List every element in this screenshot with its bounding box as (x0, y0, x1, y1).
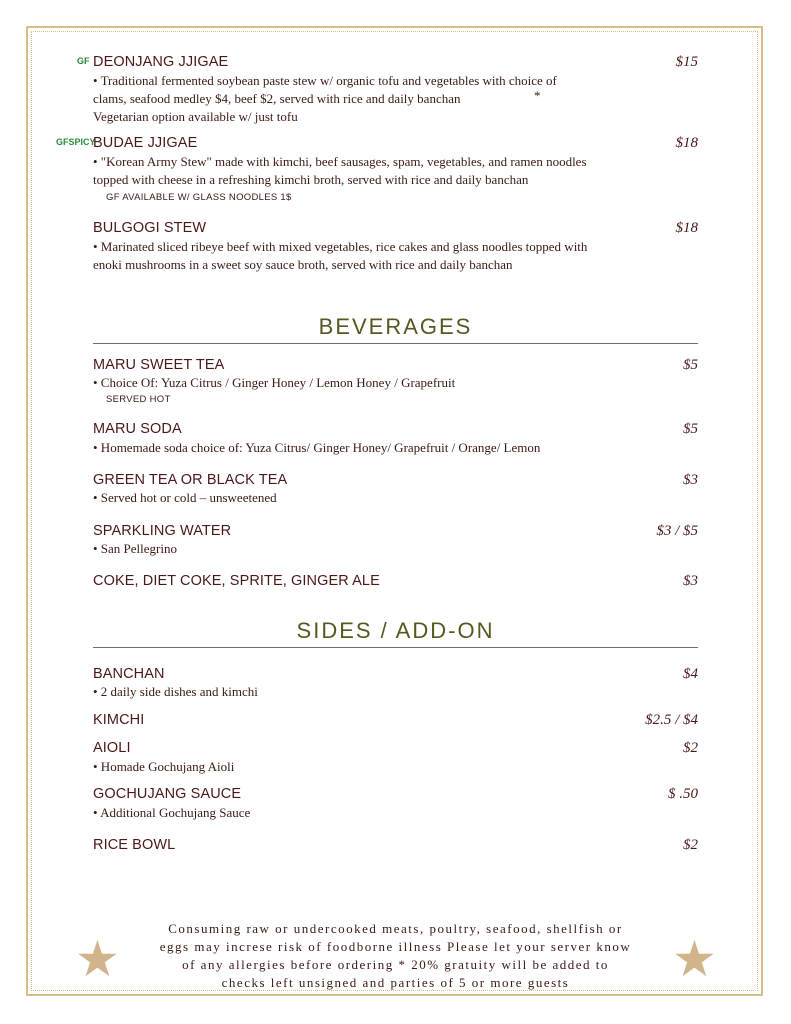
item-name: SPARKLING WATER (93, 523, 232, 539)
item-description: • Homade Gochujang Aioli (93, 759, 235, 774)
item-description: Vegetarian option available w/ just tofu (93, 109, 298, 124)
item-price: $15 (675, 54, 698, 70)
item-name: GREEN TEA OR BLACK TEA (93, 472, 288, 488)
footer-line: of any allergies before ordering * 20% gratuity will be added to (182, 957, 609, 972)
item-name: BUDAE JJIGAE (93, 135, 198, 151)
item-name: MARU SWEET TEA (93, 357, 225, 373)
item-price: $5 (683, 357, 698, 373)
item-description: • 2 daily side dishes and kimchi (93, 684, 258, 699)
menu-item-rice-bowl (93, 837, 698, 857)
item-price: $4 (683, 666, 698, 682)
item-description: • San Pellegrino (93, 541, 177, 556)
item-description: enoki mushrooms in a sweet soy sauce broth, served with rice and daily banchan (93, 257, 513, 272)
item-name: MARU SODA (93, 421, 182, 437)
gf-spicy-tag: GFSPICY (56, 137, 96, 147)
section-divider (93, 343, 698, 344)
item-price: $18 (675, 220, 698, 236)
item-price: $2.5 / $4 (645, 712, 698, 728)
item-description: • Served hot or cold – unsweetened (93, 490, 277, 505)
menu-item-gochujang-sauce (93, 786, 698, 826)
section-title-sides: SIDES / ADD-ON (296, 618, 495, 643)
item-description: • "Korean Army Stew" made with kimchi, beef sausages, spam, vegetables, and ramen noodles (93, 154, 587, 169)
footer-line: Consuming raw or undercooked meats, poultry, seafood, shellfish or (168, 921, 623, 936)
item-note: SERVED HOT (106, 394, 171, 405)
section-divider (93, 647, 698, 648)
item-price: $2 (683, 837, 698, 853)
item-price: $3 (683, 472, 698, 488)
item-name: BULGOGI STEW (93, 220, 207, 236)
item-description: • Additional Gochujang Sauce (93, 805, 251, 820)
item-name: RICE BOWL (93, 837, 176, 853)
item-name: AIOLI (93, 740, 131, 756)
menu-item-budae-jjigae (93, 135, 698, 205)
footer-notice (120, 920, 671, 992)
menu-item-banchan (93, 666, 698, 706)
item-price: $5 (683, 421, 698, 437)
item-name: GOCHUJANG SAUCE (93, 786, 242, 802)
item-price: $3 (683, 573, 698, 589)
menu-item-sparkling-water (93, 523, 698, 563)
item-price: $2 (683, 740, 698, 756)
menu-item-aioli (93, 740, 698, 780)
star-icon: ★ (672, 930, 717, 988)
item-name: COKE, DIET COKE, SPRITE, GINGER ALE (93, 573, 380, 589)
item-description: • Marinated sliced ribeye beef with mixed vegetables, rice cakes and glass noodles topped with (93, 239, 588, 254)
item-description: topped with cheese in a refreshing kimchi broth, served with rice and daily banchan (93, 172, 529, 187)
item-description: clams, seafood medley $4, beef $2, served with rice and daily banchan (93, 91, 461, 106)
item-description: • Choice Of: Yuza Citrus / Ginger Honey / Lemon Honey / Grapefruit (93, 375, 456, 390)
item-price: $ .50 (668, 786, 698, 802)
menu-item-green-black-tea (93, 472, 698, 512)
item-price: $18 (675, 135, 698, 151)
section-title-beverages: BEVERAGES (318, 314, 473, 339)
star-icon: ★ (75, 930, 120, 988)
item-price: $3 / $5 (656, 523, 698, 539)
item-description: • Traditional fermented soybean paste stew w/ organic tofu and vegetables with choice of (93, 73, 557, 88)
menu-item-deonjang-jjigae (93, 54, 698, 124)
item-description: • Homemade soda choice of: Yuza Citrus/ Ginger Honey/ Grapefruit / Orange/ Lemon (93, 440, 541, 455)
item-note: GF AVAILABLE W/ GLASS NOODLES 1$ (106, 192, 292, 203)
item-name: DEONJANG JJIGAE (93, 54, 229, 70)
menu-item-bulgogi-stew (93, 220, 698, 275)
item-name: BANCHAN (93, 666, 165, 682)
item-name: KIMCHI (93, 712, 145, 728)
menu-item-maru-soda (93, 421, 698, 461)
asterisk-mark: * (534, 88, 541, 103)
gluten-free-tag: GF (77, 56, 90, 66)
menu-item-sodas (93, 573, 698, 593)
menu-item-kimchi (93, 712, 698, 732)
menu-item-maru-sweet-tea (93, 357, 698, 407)
footer-line: checks left unsigned and parties of 5 or more guests (221, 975, 570, 990)
footer-line: eggs may increse risk of foodborne illness Please let your server know (159, 939, 632, 954)
